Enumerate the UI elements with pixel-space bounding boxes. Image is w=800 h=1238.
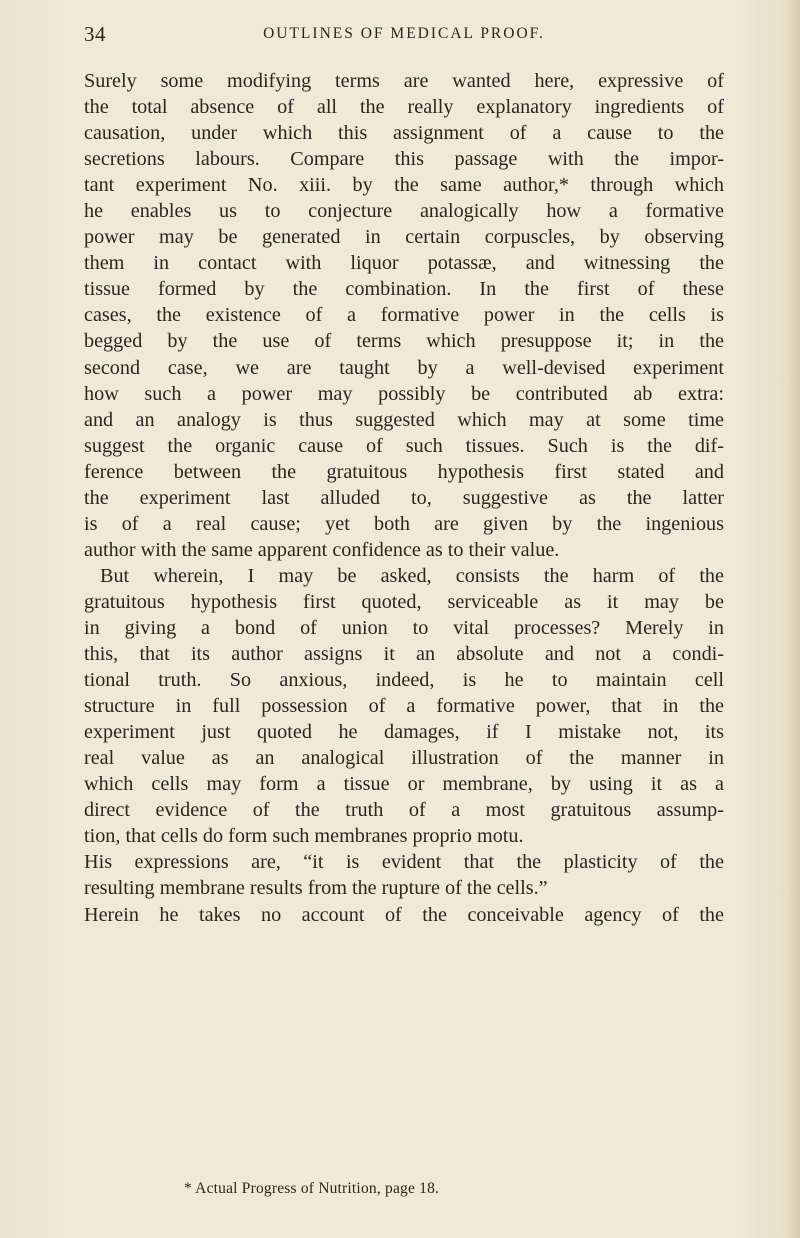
text-line: second case, we are taught by a well-devised experiment (84, 356, 724, 379)
running-title: OUTLINES OF MEDICAL PROOF. (263, 25, 545, 42)
text-line: the experiment last alluded to, suggestive as the latter (84, 486, 724, 509)
text-line: in giving a bond of union to vital processes? Merely in (84, 616, 724, 639)
text-line: Herein he takes no account of the conceivable agency of the (84, 903, 724, 926)
text-line: resulting membrane results from the rupture of the cells.” (84, 877, 548, 900)
text-line: structure in full possession of a formative power, that in the (84, 695, 724, 718)
text-line: real value as an analogical illustration of the manner in (84, 747, 724, 770)
text-line: tional truth. So anxious, indeed, is he to maintain cell (84, 669, 724, 692)
text-line: which cells may form a tissue or membrane, by using it as a (84, 773, 724, 796)
text-line: experiment just quoted he damages, if I mistake not, its (84, 721, 724, 744)
text-line: direct evidence of the truth of a most gratuitous assump- (84, 799, 724, 822)
footnote: * Actual Progress of Nutrition, page 18. (184, 1180, 440, 1197)
text-line: how such a power may possibly be contributed ab extra: (84, 382, 724, 405)
text-line: tion, that cells do form such membranes proprio motu. (84, 825, 524, 848)
text-line: His expressions are, “it is evident that the plasticity of the (84, 851, 724, 874)
text-line: power may be generated in certain corpuscles, by observing (84, 226, 724, 249)
text-line: Surely some modifying terms are wanted here, expressive of (84, 70, 724, 92)
text-line: the total absence of all the really explanatory ingredients of (84, 96, 724, 119)
text-line: ference between the gratuitous hypothesis first stated and (84, 460, 724, 483)
text-line: tant experiment No. xiii. by the same author,* through which (84, 174, 724, 197)
text-line: suggest the organic cause of such tissues. Such is the dif- (84, 434, 724, 457)
text-line: is of a real cause; yet both are given by the ingenious (84, 512, 724, 535)
text-line: them in contact with liquor potassæ, and witnessing the (84, 252, 724, 275)
text-line: and an analogy is thus suggested which may at some time (84, 408, 724, 431)
text-line: cases, the existence of a formative power in the cells is (84, 304, 724, 327)
page-edge-shadow (786, 0, 800, 1238)
page-number: 34 (84, 22, 106, 46)
text-line: begged by the use of terms which presuppose it; in the (84, 330, 724, 353)
text-line: gratuitous hypothesis first quoted, serviceable as it may be (84, 590, 724, 613)
text-line: tissue formed by the combination. In the first of these (84, 278, 724, 301)
text-line: secretions labours. Compare this passage with the impor- (84, 148, 724, 171)
text-line: he enables us to conjecture analogically how a formative (84, 200, 724, 223)
page-header (84, 22, 724, 52)
text-line: But wherein, I may be asked, consists the harm of the (100, 564, 724, 587)
text-line: this, that its author assigns it an absolute and not a condi- (84, 643, 724, 666)
text-line: author with the same apparent confidence as to their value. (84, 538, 560, 561)
body-text (84, 68, 724, 928)
text-line: causation, under which this assignment of a cause to the (84, 122, 724, 145)
